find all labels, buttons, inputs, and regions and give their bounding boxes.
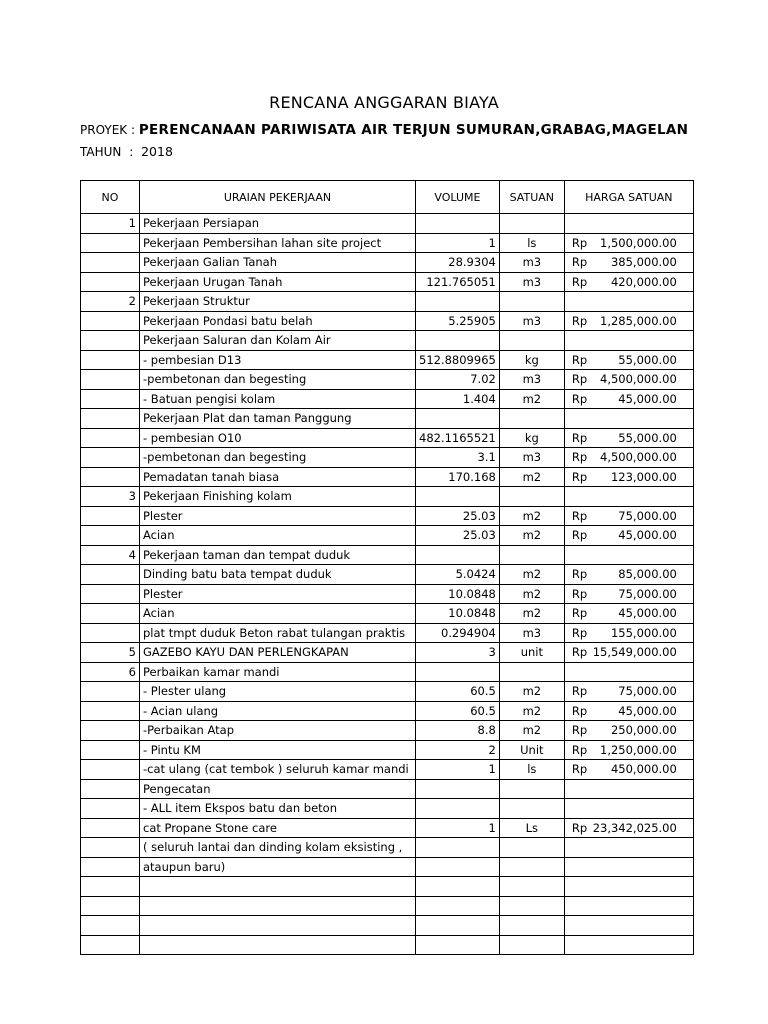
row-price: [564, 389, 693, 409]
row-number: [81, 331, 140, 351]
price-amount: 45,000.00: [618, 606, 677, 621]
table-header-row: [81, 181, 694, 214]
row-volume: 60.5: [416, 682, 500, 702]
row-volume: 1: [416, 233, 500, 253]
currency-label: Rp: [571, 625, 588, 640]
row-volume: 0.294904: [416, 623, 500, 643]
row-unit: [499, 916, 564, 936]
row-volume: 60.5: [416, 701, 500, 721]
row-number: [81, 311, 140, 331]
table-row: [81, 838, 694, 858]
row-price: [564, 467, 693, 487]
row-volume: [416, 799, 500, 819]
currency-label: Rp: [571, 703, 588, 718]
row-unit: m2: [499, 565, 564, 585]
row-description: Acian: [140, 526, 416, 546]
row-price: [564, 448, 693, 468]
row-price: [564, 292, 693, 312]
currency-label: Rp: [571, 469, 588, 484]
table-row: [81, 487, 694, 507]
row-unit: Ls: [499, 818, 564, 838]
row-price: [564, 565, 693, 585]
row-price: [564, 877, 693, 897]
row-price: [564, 760, 693, 780]
row-price: [564, 311, 693, 331]
row-unit: kg: [499, 350, 564, 370]
row-number: [81, 877, 140, 897]
row-description: Acian: [140, 604, 416, 624]
row-price: [564, 643, 693, 663]
row-description: -Perbaikan Atap: [140, 721, 416, 741]
row-description: - pembesian O10: [140, 428, 416, 448]
currency-label: Rp: [571, 391, 588, 406]
row-description: Pekerjaan Plat dan taman Panggung: [140, 409, 416, 429]
table-row: [81, 545, 694, 565]
price-amount: 450,000.00: [610, 762, 677, 777]
table-row: [81, 448, 694, 468]
row-description: Pekerjaan Pondasi batu belah: [140, 311, 416, 331]
tahun-separator: :: [129, 145, 134, 159]
row-volume: [416, 545, 500, 565]
table-row: [81, 272, 694, 292]
row-unit: Unit: [499, 740, 564, 760]
tahun-label: TAHUN: [80, 145, 122, 159]
price-amount: 45,000.00: [618, 528, 677, 543]
row-unit: [499, 214, 564, 234]
row-price: [564, 526, 693, 546]
currency-label: Rp: [571, 372, 588, 387]
row-price: [564, 584, 693, 604]
price-amount: 23,342,025.00: [592, 820, 677, 835]
table-row: [81, 409, 694, 429]
price-amount: 1,285,000.00: [600, 313, 677, 328]
row-unit: m2: [499, 721, 564, 741]
row-unit: [499, 292, 564, 312]
table-row: [81, 799, 694, 819]
row-unit: [499, 662, 564, 682]
row-volume: 121.765051: [416, 272, 500, 292]
row-price: [564, 487, 693, 507]
row-price: [564, 253, 693, 273]
row-description: - Plester ulang: [140, 682, 416, 702]
col-header-uraian: URAIAN PEKERJAAN: [140, 181, 416, 214]
currency-label: Rp: [571, 313, 588, 328]
row-number: [81, 857, 140, 877]
row-price: [564, 896, 693, 916]
table-row: [81, 701, 694, 721]
row-description: -cat ulang (cat tembok ) seluruh kamar mandi: [140, 760, 416, 780]
row-volume: 1: [416, 818, 500, 838]
row-volume: [416, 292, 500, 312]
row-volume: 3: [416, 643, 500, 663]
row-number: [81, 584, 140, 604]
price-amount: 155,000.00: [610, 625, 677, 640]
row-volume: [416, 409, 500, 429]
row-price: [564, 604, 693, 624]
row-volume: 10.0848: [416, 584, 500, 604]
table-row: [81, 935, 694, 955]
row-unit: m2: [499, 506, 564, 526]
row-number: [81, 760, 140, 780]
row-number: [81, 409, 140, 429]
row-description: - pembesian D13: [140, 350, 416, 370]
currency-label: Rp: [571, 255, 588, 270]
row-unit: m2: [499, 682, 564, 702]
currency-label: Rp: [571, 723, 588, 738]
row-volume: 512.8809965: [416, 350, 500, 370]
proyek-label: PROYEK :: [80, 123, 136, 137]
table-row: [81, 565, 694, 585]
currency-label: Rp: [571, 645, 588, 660]
table-row: [81, 253, 694, 273]
row-price: [564, 818, 693, 838]
row-description: Pekerjaan Finishing kolam: [140, 487, 416, 507]
row-volume: [416, 896, 500, 916]
page-title: RENCANA ANGGARAN BIAYA: [269, 93, 499, 112]
currency-label: Rp: [571, 528, 588, 543]
row-price: [564, 935, 693, 955]
currency-label: Rp: [571, 684, 588, 699]
currency-label: Rp: [571, 352, 588, 367]
table-row: [81, 682, 694, 702]
row-unit: ls: [499, 233, 564, 253]
table-row: [81, 818, 694, 838]
currency-label: Rp: [571, 742, 588, 757]
row-description: plat tmpt duduk Beton rabat tulangan praktis: [140, 623, 416, 643]
table-row: [81, 428, 694, 448]
tahun-value: 2018: [141, 144, 173, 159]
row-unit: m2: [499, 584, 564, 604]
currency-label: Rp: [571, 235, 588, 250]
currency-label: Rp: [571, 820, 588, 835]
row-price: [564, 506, 693, 526]
row-volume: [416, 779, 500, 799]
price-amount: 75,000.00: [618, 684, 677, 699]
currency-label: Rp: [571, 586, 588, 601]
row-volume: [416, 662, 500, 682]
row-number: [81, 799, 140, 819]
row-number: 3: [81, 487, 140, 507]
row-number: 5: [81, 643, 140, 663]
row-description: - Pintu KM: [140, 740, 416, 760]
table-row: [81, 623, 694, 643]
table-row: [81, 233, 694, 253]
currency-label: Rp: [571, 508, 588, 523]
row-number: 1: [81, 214, 140, 234]
row-price: [564, 370, 693, 390]
row-unit: [499, 487, 564, 507]
table-row: [81, 311, 694, 331]
row-unit: m2: [499, 604, 564, 624]
row-price: [564, 350, 693, 370]
table-row: [81, 214, 694, 234]
row-unit: [499, 799, 564, 819]
row-price: [564, 857, 693, 877]
row-description: Pekerjaan taman dan tempat duduk: [140, 545, 416, 565]
row-description: - Batuan pengisi kolam: [140, 389, 416, 409]
row-description: [140, 877, 416, 897]
row-number: [81, 779, 140, 799]
row-price: [564, 916, 693, 936]
row-price: [564, 233, 693, 253]
row-description: cat Propane Stone care: [140, 818, 416, 838]
row-unit: [499, 896, 564, 916]
row-price: [564, 623, 693, 643]
row-unit: m3: [499, 623, 564, 643]
row-unit: m3: [499, 370, 564, 390]
row-description: [140, 916, 416, 936]
row-price: [564, 838, 693, 858]
budget-table: [80, 180, 694, 955]
row-volume: [416, 838, 500, 858]
row-unit: [499, 838, 564, 858]
currency-label: Rp: [571, 762, 588, 777]
row-unit: m2: [499, 389, 564, 409]
row-price: [564, 331, 693, 351]
row-description: Pekerjaan Saluran dan Kolam Air: [140, 331, 416, 351]
row-price: [564, 662, 693, 682]
currency-label: Rp: [571, 274, 588, 289]
row-number: [81, 818, 140, 838]
row-number: [81, 370, 140, 390]
table-row: [81, 740, 694, 760]
table-row: [81, 857, 694, 877]
currency-label: Rp: [571, 567, 588, 582]
table-row: [81, 662, 694, 682]
row-description: Pekerjaan Urugan Tanah: [140, 272, 416, 292]
price-amount: 85,000.00: [618, 567, 677, 582]
row-number: 4: [81, 545, 140, 565]
row-unit: unit: [499, 643, 564, 663]
row-volume: 170.168: [416, 467, 500, 487]
row-number: [81, 896, 140, 916]
table-row: [81, 370, 694, 390]
row-number: [81, 233, 140, 253]
table-row: [81, 760, 694, 780]
row-number: [81, 389, 140, 409]
col-header-harga: HARGA SATUAN: [564, 181, 693, 214]
table-row: [81, 877, 694, 897]
row-volume: 25.03: [416, 506, 500, 526]
row-price: [564, 409, 693, 429]
row-number: [81, 604, 140, 624]
table-row: [81, 506, 694, 526]
row-unit: [499, 779, 564, 799]
table-row: [81, 467, 694, 487]
row-volume: 28.9304: [416, 253, 500, 273]
row-price: [564, 214, 693, 234]
price-amount: 45,000.00: [618, 391, 677, 406]
row-unit: [499, 857, 564, 877]
price-amount: 385,000.00: [610, 255, 677, 270]
row-number: [81, 467, 140, 487]
row-description: - ALL item Ekspos batu dan beton: [140, 799, 416, 819]
row-volume: [416, 214, 500, 234]
row-unit: m2: [499, 526, 564, 546]
row-volume: [416, 857, 500, 877]
price-amount: 1,250,000.00: [600, 742, 677, 757]
row-description: -pembetonan dan begesting: [140, 448, 416, 468]
price-amount: 45,000.00: [618, 703, 677, 718]
row-price: [564, 779, 693, 799]
row-volume: 5.0424: [416, 565, 500, 585]
row-unit: [499, 409, 564, 429]
table-row: [81, 643, 694, 663]
col-header-no: NO: [81, 181, 140, 214]
row-volume: [416, 877, 500, 897]
row-unit: m3: [499, 448, 564, 468]
row-number: [81, 935, 140, 955]
row-unit: m2: [499, 467, 564, 487]
row-price: [564, 799, 693, 819]
row-volume: 482.1165521: [416, 428, 500, 448]
row-unit: [499, 877, 564, 897]
row-number: [81, 272, 140, 292]
row-unit: m3: [499, 311, 564, 331]
table-row: [81, 292, 694, 312]
table-row: [81, 604, 694, 624]
currency-label: Rp: [571, 430, 588, 445]
row-price: [564, 721, 693, 741]
row-number: [81, 565, 140, 585]
row-description: Pemadatan tanah biasa: [140, 467, 416, 487]
row-description: Pekerjaan Persiapan: [140, 214, 416, 234]
row-unit: m3: [499, 253, 564, 273]
row-number: [81, 428, 140, 448]
row-volume: 7.02: [416, 370, 500, 390]
row-volume: [416, 487, 500, 507]
row-unit: [499, 545, 564, 565]
row-number: [81, 506, 140, 526]
row-unit: m3: [499, 272, 564, 292]
row-volume: [416, 331, 500, 351]
row-description: ataupun baru): [140, 857, 416, 877]
row-price: [564, 740, 693, 760]
row-price: [564, 272, 693, 292]
currency-label: Rp: [571, 606, 588, 621]
row-volume: 25.03: [416, 526, 500, 546]
price-amount: 55,000.00: [618, 352, 677, 367]
currency-label: Rp: [571, 450, 588, 465]
row-description: Pekerjaan Struktur: [140, 292, 416, 312]
row-number: 6: [81, 662, 140, 682]
row-description: Plester: [140, 584, 416, 604]
row-volume: 10.0848: [416, 604, 500, 624]
table-row: [81, 721, 694, 741]
table-row: [81, 779, 694, 799]
row-volume: [416, 916, 500, 936]
table-row: [81, 350, 694, 370]
row-price: [564, 428, 693, 448]
price-amount: 1,500,000.00: [600, 235, 677, 250]
table-row: [81, 526, 694, 546]
row-number: [81, 350, 140, 370]
row-price: [564, 682, 693, 702]
row-unit: m2: [499, 701, 564, 721]
row-unit: kg: [499, 428, 564, 448]
row-description: - Acian ulang: [140, 701, 416, 721]
price-amount: 75,000.00: [618, 508, 677, 523]
row-description: -pembetonan dan begesting: [140, 370, 416, 390]
price-amount: 15,549,000.00: [592, 645, 677, 660]
row-description: Plester: [140, 506, 416, 526]
col-header-volume: VOLUME: [416, 181, 500, 214]
row-number: [81, 253, 140, 273]
row-volume: 1.404: [416, 389, 500, 409]
row-volume: 2: [416, 740, 500, 760]
row-description: [140, 935, 416, 955]
price-amount: 55,000.00: [618, 430, 677, 445]
table-row: [81, 916, 694, 936]
row-number: 2: [81, 292, 140, 312]
proyek-line: [80, 122, 688, 138]
row-volume: [416, 935, 500, 955]
price-amount: 4,500,000.00: [600, 372, 677, 387]
table-row: [81, 896, 694, 916]
row-volume: 3.1: [416, 448, 500, 468]
row-volume: 8.8: [416, 721, 500, 741]
row-unit: [499, 331, 564, 351]
row-number: [81, 448, 140, 468]
tahun-line: [80, 144, 173, 159]
row-unit: ls: [499, 760, 564, 780]
row-volume: 5.25905: [416, 311, 500, 331]
price-amount: 4,500,000.00: [600, 450, 677, 465]
row-number: [81, 838, 140, 858]
price-amount: 123,000.00: [610, 469, 677, 484]
row-unit: [499, 935, 564, 955]
row-number: [81, 721, 140, 741]
table-row: [81, 584, 694, 604]
price-amount: 250,000.00: [610, 723, 677, 738]
row-description: GAZEBO KAYU DAN PERLENGKAPAN: [140, 643, 416, 663]
price-amount: 420,000.00: [610, 274, 677, 289]
row-description: Perbaikan kamar mandi: [140, 662, 416, 682]
row-number: [81, 701, 140, 721]
table-row: [81, 331, 694, 351]
row-description: Dinding batu bata tempat duduk: [140, 565, 416, 585]
row-description: Pengecatan: [140, 779, 416, 799]
table-row: [81, 389, 694, 409]
row-price: [564, 701, 693, 721]
row-description: Pekerjaan Galian Tanah: [140, 253, 416, 273]
row-number: [81, 526, 140, 546]
row-description: Pekerjaan Pembersihan lahan site project: [140, 233, 416, 253]
col-header-satuan: SATUAN: [499, 181, 564, 214]
row-price: [564, 545, 693, 565]
row-number: [81, 623, 140, 643]
row-number: [81, 740, 140, 760]
row-description: ( seluruh lantai dan dinding kolam eksisting ,: [140, 838, 416, 858]
price-amount: 75,000.00: [618, 586, 677, 601]
row-description: [140, 896, 416, 916]
row-number: [81, 682, 140, 702]
row-number: [81, 916, 140, 936]
row-volume: 1: [416, 760, 500, 780]
proyek-value: PERENCANAAN PARIWISATA AIR TERJUN SUMURAN,GRABAG,MAGELAN: [138, 122, 689, 138]
